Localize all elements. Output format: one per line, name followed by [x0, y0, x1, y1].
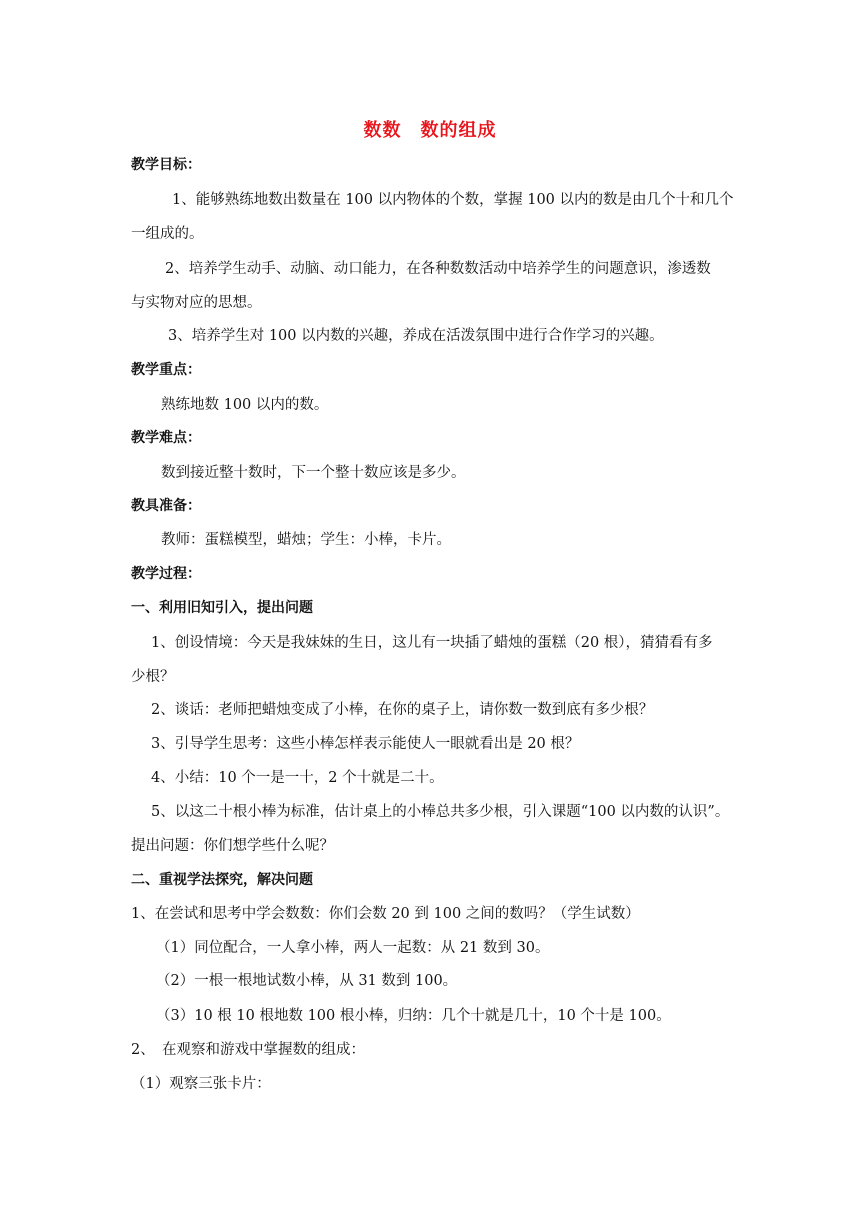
process-heading: 教学过程：	[131, 566, 201, 582]
part-2-item-1-sub-3: （3）10 根 10 根地数 100 根小棒，归纳：几个十就是几十，10 个十是 100。	[156, 1008, 671, 1024]
part-1-heading: 一、利用旧知引入，提出问题	[131, 600, 313, 616]
difficulties-text: 数到接近整十数时，下一个整十数应该是多少。	[161, 465, 466, 481]
part-2-heading: 二、重视学法探究，解决问题	[131, 872, 313, 888]
key-points-heading: 教学重点：	[131, 362, 201, 378]
goal-3: 3、培养学生对 100 以内数的兴趣，养成在活泼氛围中进行合作学习的兴趣。	[168, 328, 664, 344]
goals-heading: 教学目标：	[131, 157, 201, 173]
part-1-item-2: 2、谈话：老师把蜡烛变成了小棒，在你的桌子上，请你数一数到底有多少根？	[151, 702, 654, 718]
prep-text: 教师：蛋糕模型，蜡烛；学生：小棒，卡片。	[161, 532, 451, 548]
part-2-item-2-sub-1: （1）观察三张卡片：	[131, 1076, 271, 1092]
part-2-item-2: 2、 在观察和游戏中掌握数的组成：	[131, 1042, 365, 1058]
page-title: 数数 数的组成	[363, 120, 497, 141]
prep-heading: 教具准备：	[131, 498, 201, 514]
goal-2-line-2: 与实物对应的思想。	[131, 295, 262, 311]
part-1-item-4: 4、小结：10 个一是一十，2 个十就是二十。	[151, 770, 444, 786]
part-1-item-1-line-1: 1、创设情境：今天是我妹妹的生日，这儿有一块插了蜡烛的蛋糕（20 根），猜猜看有多	[151, 635, 713, 651]
difficulties-heading: 教学难点：	[131, 430, 201, 446]
goal-2-line-1: 2、培养学生动手、动脑、动口能力，在各种数数活动中培养学生的问题意识，渗透数	[165, 261, 711, 277]
part-1-item-3: 3、引导学生思考：这些小棒怎样表示能使人一眼就看出是 20 根？	[151, 736, 580, 752]
goal-1-line-2: 一组成的。	[131, 226, 204, 242]
part-2-item-1-sub-2: （2）一根一根地试数小棒，从 31 数到 100。	[156, 973, 458, 989]
goal-1-line-1: 1、能够熟练地数出数量在 100 以内物体的个数，掌握 100 以内的数是由几个十和几个	[172, 192, 734, 208]
part-2-item-1: 1、在尝试和思考中学会数数：你们会数 20 到 100 之间的数吗？（学生试数）	[131, 906, 640, 922]
key-points-text: 熟练地数 100 以内的数。	[161, 397, 329, 413]
part-1-item-5-line-1: 5、以这二十根小棒为标准，估计桌上的小棒总共多少根，引入课题“100 以内数的认识”。	[151, 804, 730, 820]
part-1-item-5-line-2: 提出问题：你们想学些什么呢？	[131, 838, 334, 854]
part-1-item-1-line-2: 少根？	[131, 669, 175, 685]
part-2-item-1-sub-1: （1）同位配合，一人拿小棒，两人一起数：从 21 数到 30。	[156, 940, 550, 956]
